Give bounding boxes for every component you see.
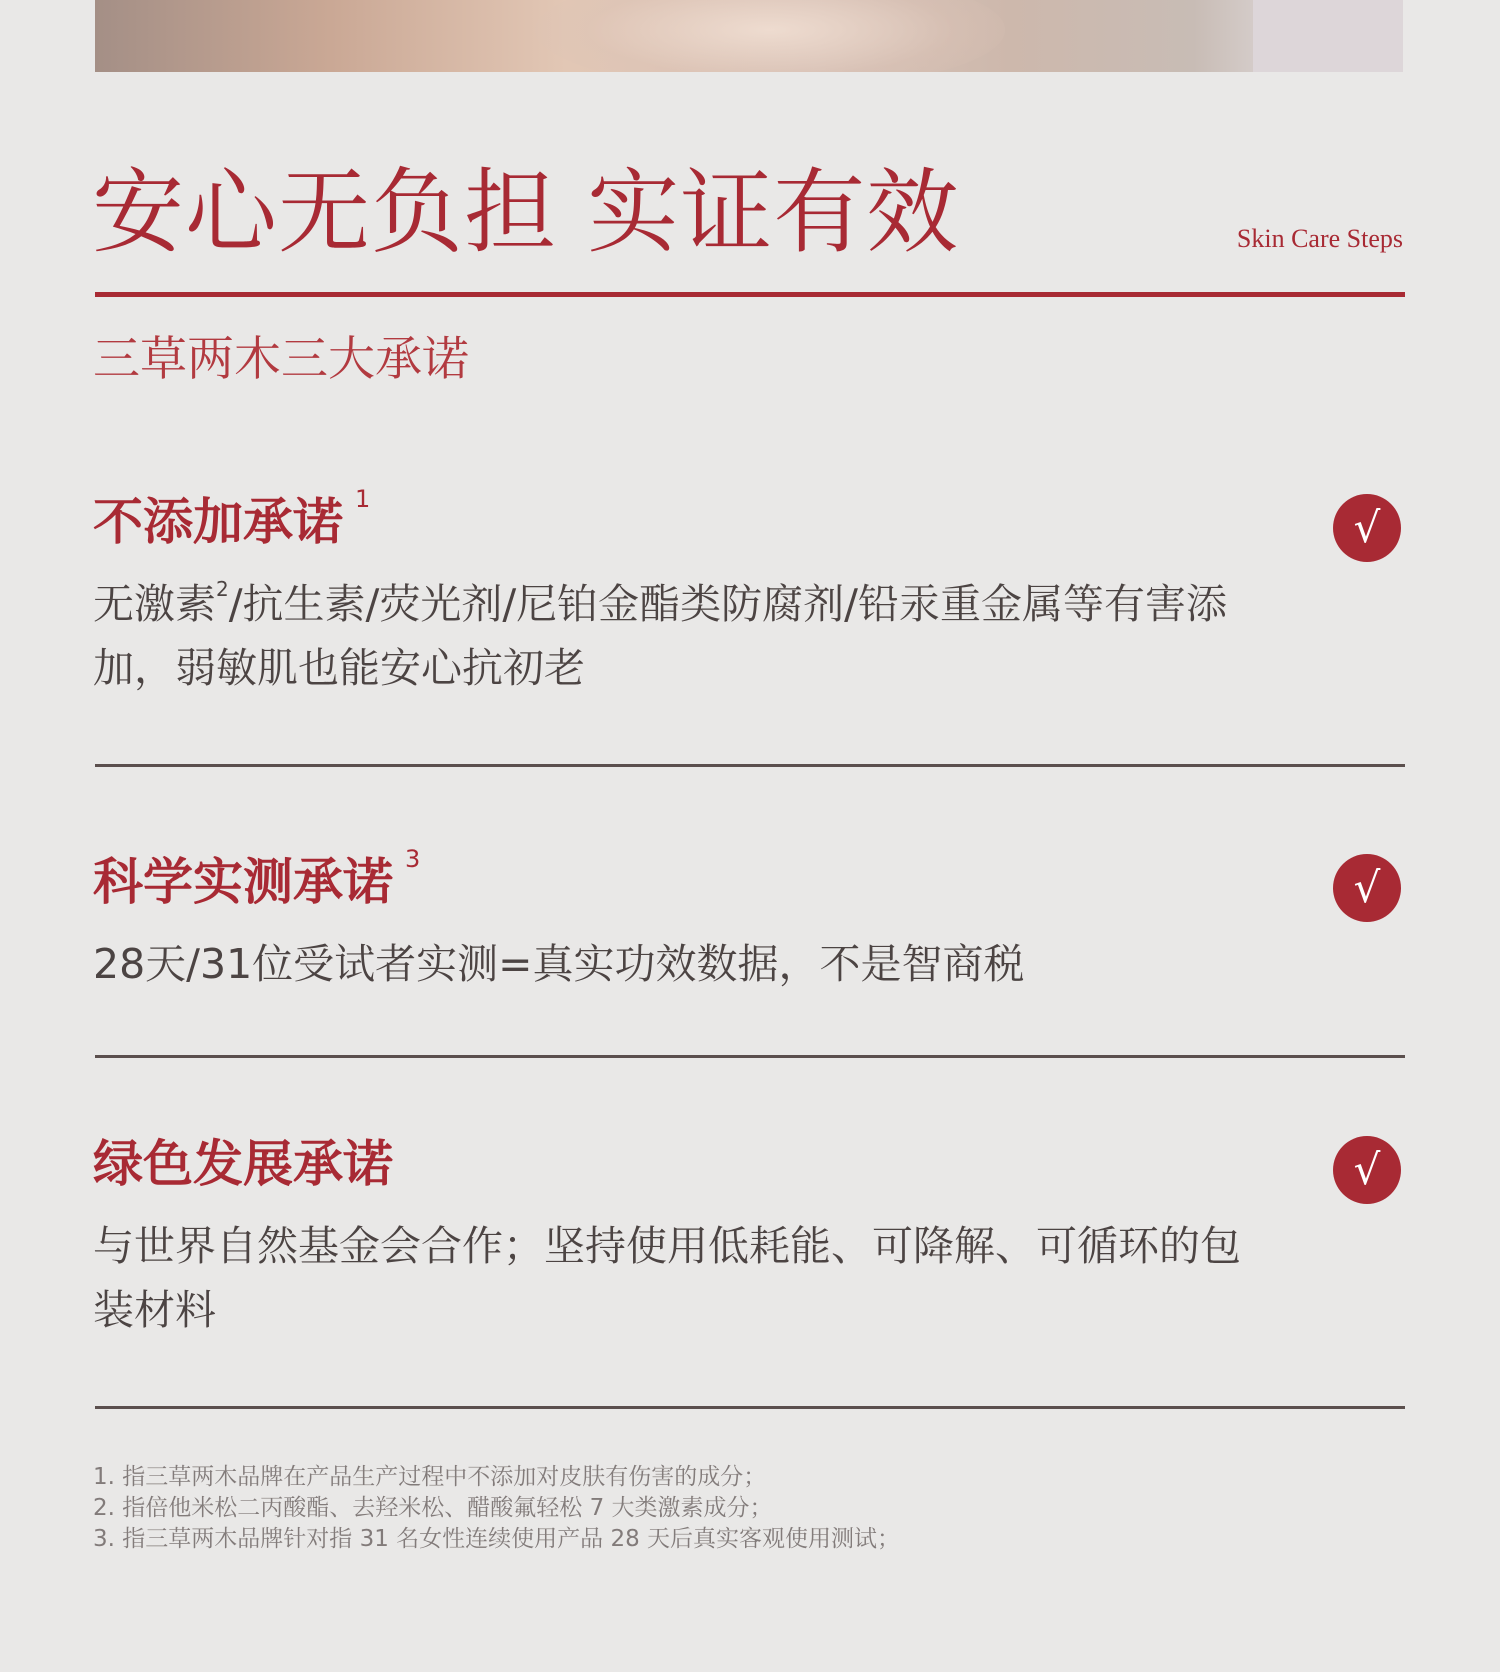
footnote-mark: 3	[405, 845, 421, 873]
promise-no-additives	[93, 485, 1333, 700]
promise-green-development	[93, 1132, 1333, 1342]
promise-title	[93, 485, 1333, 554]
promise-title-text: 绿色发展承诺	[93, 1135, 393, 1193]
check-icon: √	[1333, 854, 1401, 922]
footnote-2: 2. 指倍他米松二丙酸酯、去羟米松、醋酸氟轻松 7 大类激素成分；	[93, 1495, 773, 1521]
section-divider	[95, 1055, 1405, 1058]
promise-scientific-testing	[93, 845, 1333, 996]
section-divider	[95, 1406, 1405, 1409]
promise-title	[93, 1132, 1333, 1196]
promise-description: 与世界自然基金会合作；坚持使用低耗能、可降解、可循环的包装材料	[93, 1222, 1241, 1334]
promise-title-text: 科学实测承诺	[93, 853, 393, 911]
footnote-3: 3. 指三草两木品牌针对指 31 名女性连续使用产品 28 天后真实客观使用测试；	[93, 1526, 901, 1552]
section-subtitle: 三草两木三大承诺	[93, 332, 469, 387]
footnotes	[93, 1462, 900, 1555]
footnote-mark: 2	[216, 577, 229, 601]
promise-desc-part1: 无激素	[93, 580, 216, 628]
section-divider	[95, 764, 1405, 767]
page-title: 安心无负担 实证有效	[92, 159, 960, 266]
promise-title-text: 不添加承诺	[93, 493, 343, 551]
hero-background-edge	[1253, 0, 1403, 72]
hero-image	[95, 0, 1403, 72]
check-icon: √	[1333, 1136, 1401, 1204]
hero-skin-highlight	[535, 0, 1005, 72]
promise-desc-part2: /抗生素/荧光剂/尼铂金酯类防腐剂/铅汞重金属等有害添加，弱敏肌也能安心抗初老	[93, 580, 1227, 692]
promise-description	[93, 572, 1243, 700]
title-divider	[95, 292, 1405, 297]
promise-description: 28天/31位受试者实测=真实功效数据，不是智商税	[93, 940, 1025, 988]
footnote-1: 1. 指三草两木品牌在产品生产过程中不添加对皮肤有伤害的成分；	[93, 1464, 767, 1490]
check-icon: √	[1333, 494, 1401, 562]
footnote-mark: 1	[355, 485, 371, 513]
promise-title	[93, 845, 1333, 914]
english-subtitle: Skin Care Steps	[1236, 224, 1403, 253]
